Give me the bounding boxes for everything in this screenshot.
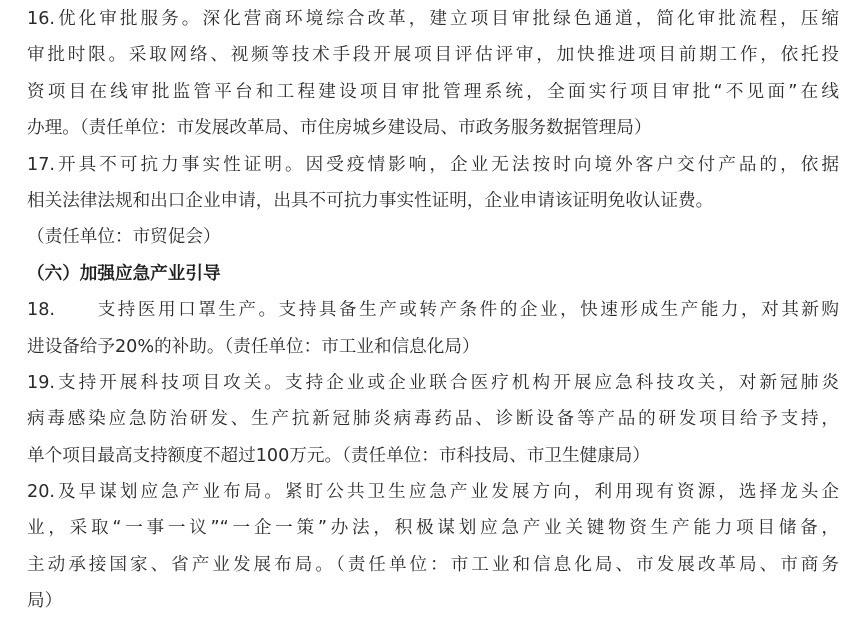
item-19-line-3: 单个项目最高支持额度不超过100万元。（责任单位：市科技局、市卫生健康局） <box>27 445 650 466</box>
item-20-line-3: 主动承接国家、省产业发展布局。（责任单位：市工业和信息化局、市发展改革局、市商务 <box>27 554 839 575</box>
section-heading-6: （六）加强应急产业引导 <box>27 263 221 284</box>
item-20-line-4: 局） <box>27 591 63 612</box>
item-20-line-1: 20.及早谋划应急产业布局。紧盯公共卫生应急产业发展方向，利用现有资源，选择龙头企 <box>27 482 839 503</box>
policy-document-text <box>27 1 839 620</box>
item-19-line-2: 病毒感染应急防治研发、生产抗新冠肺炎病毒药品、诊断设备等产品的研发项目给予支持， <box>27 409 839 430</box>
item-16-line-2: 审批时限。采取网络、视频等技术手段开展项目评估评审，加快推进项目前期工作，依托投 <box>27 45 839 66</box>
item-18-line-1: 18. 支持医用口罩生产。支持具备生产或转产条件的企业，快速形成生产能力，对其新购 <box>27 300 839 321</box>
item-17-line-2: 相关法律法规和出口企业申请，出具不可抗力事实性证明，企业申请该证明免收认证费。 <box>27 190 714 211</box>
item-20-line-2: 业，采取“一事一议”“一企一策”办法，积极谋划应急产业关键物资生产能力项目储备， <box>27 518 839 539</box>
item-17-line-3: （责任单位：市贸促会） <box>27 227 221 248</box>
item-19-line-1: 19.支持开展科技项目攻关。支持企业或企业联合医疗机构开展应急科技攻关，对新冠肺炎 <box>27 372 839 393</box>
item-16-line-4: 办理。（责任单位：市发展改革局、市住房城乡建设局、市政务服务数据管理局） <box>27 118 652 139</box>
item-17-line-1: 17.开具不可抗力事实性证明。因受疫情影响，企业无法按时向境外客户交付产品的，依据 <box>27 154 839 175</box>
item-16-line-3: 资项目在线审批监管平台和工程建设项目审批管理系统，全面实行项目审批“不见面”在线 <box>27 81 839 102</box>
item-18-line-2: 进设备给予20%的补助。（责任单位：市工业和信息化局） <box>27 336 480 357</box>
item-16-line-1: 16.优化审批服务。深化营商环境综合改革，建立项目审批绿色通道，简化审批流程，压缩 <box>27 9 839 29</box>
